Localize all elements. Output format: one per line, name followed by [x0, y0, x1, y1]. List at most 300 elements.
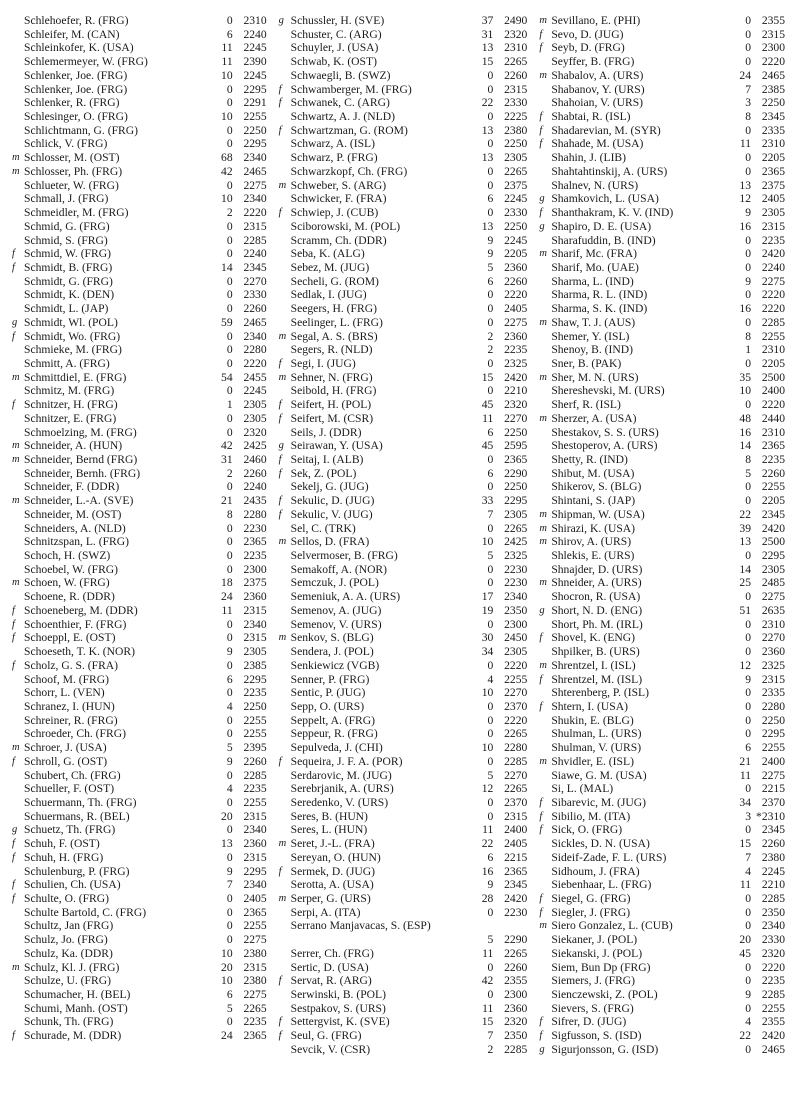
title-mark: f — [539, 42, 543, 54]
player-row — [539, 604, 785, 618]
games-count: 0 — [745, 151, 751, 165]
games-count: 0 — [487, 617, 494, 631]
player-row — [12, 947, 267, 961]
elo-rating: 2215 — [504, 850, 528, 864]
player-row — [539, 412, 785, 426]
player-row — [12, 919, 267, 933]
player-name: Schmidt, G. (FRG) — [24, 274, 113, 288]
player-name: Shirazi, K. (USA) — [551, 521, 636, 535]
player-row — [539, 659, 785, 673]
player-row — [539, 906, 785, 920]
player-row — [12, 810, 267, 824]
player-name: Schlosser, Ph. (FRG) — [24, 164, 123, 178]
elo-rating: 2485 — [761, 576, 785, 590]
elo-rating: 2330 — [243, 288, 267, 302]
games-count: 0 — [487, 178, 494, 192]
title-mark: g — [278, 440, 284, 452]
player-row — [279, 69, 528, 83]
player-row — [279, 302, 528, 316]
title-mark: g — [12, 316, 18, 328]
player-row — [12, 14, 267, 28]
games-count: 0 — [745, 494, 751, 508]
elo-rating: 2295 — [504, 494, 528, 508]
elo-rating: 2420 — [761, 1029, 785, 1043]
elo-rating: 2345 — [761, 110, 785, 124]
player-row — [12, 645, 267, 659]
title-mark: f — [278, 83, 282, 95]
elo-rating: 2305 — [761, 206, 785, 220]
player-name: Semenov, V. (URS) — [290, 617, 382, 631]
title-mark: f — [539, 632, 543, 644]
elo-rating: 2220 — [243, 206, 267, 220]
player-row — [12, 28, 267, 42]
player-name: Shereshevski, M. (URS) — [551, 384, 665, 398]
player-name: Shintani, S. (JAP) — [551, 494, 636, 508]
player-row — [539, 865, 785, 879]
elo-rating: 2275 — [761, 274, 785, 288]
player-row — [12, 741, 267, 755]
elo-rating: 2305 — [504, 645, 528, 659]
games-count: 45 — [739, 946, 751, 960]
player-row — [539, 124, 785, 138]
title-mark: g — [539, 193, 545, 205]
player-row — [539, 563, 785, 577]
player-row — [279, 151, 528, 165]
games-count: 9 — [487, 878, 494, 892]
games-count: 0 — [487, 562, 494, 576]
title-mark: f — [539, 796, 543, 808]
player-name: Sekulic, V. (JUG) — [290, 507, 373, 521]
player-name: Segi, I. (JUG) — [290, 356, 356, 370]
games-count: 9 — [226, 645, 233, 659]
elo-rating: 2295 — [761, 549, 785, 563]
player-name: Shulman, V. (URS) — [551, 741, 642, 755]
games-count: 0 — [745, 974, 751, 988]
player-row — [539, 261, 785, 275]
player-name: Seres, B. (HUN) — [290, 809, 368, 823]
player-name: Schmid, S. (FRG) — [24, 233, 108, 247]
player-row — [539, 151, 785, 165]
elo-rating: 2370 — [504, 699, 528, 713]
elo-rating: 2285 — [761, 892, 785, 905]
elo-rating: 2265 — [504, 946, 528, 960]
elo-rating: 2435 — [243, 494, 267, 508]
games-count: 0 — [487, 288, 494, 302]
elo-rating: 2270 — [243, 274, 267, 288]
title-mark: f — [12, 261, 15, 273]
player-name: Sharif, Mc. (FRA) — [551, 247, 637, 261]
elo-rating: 2315 — [761, 672, 785, 686]
games-count: 10 — [481, 686, 494, 700]
player-row — [279, 549, 528, 563]
games-count: 0 — [487, 110, 494, 124]
elo-rating: 2375 — [243, 576, 267, 590]
games-count: 24 — [221, 1029, 233, 1043]
player-name: Sekulic, D. (JUG) — [290, 494, 375, 508]
elo-rating: 2315 — [243, 809, 267, 823]
games-count: 7 — [745, 850, 751, 864]
games-count: 6 — [487, 425, 494, 439]
elo-rating: 2275 — [761, 768, 785, 782]
games-count: 6 — [226, 988, 233, 1002]
games-count: 0 — [745, 247, 751, 261]
player-name: Sel, C. (TRK) — [290, 521, 356, 535]
games-count: 0 — [226, 329, 233, 343]
player-row — [12, 494, 267, 508]
player-name: Shvidler, E. (ISL) — [551, 754, 634, 768]
elo-rating: 2385 — [243, 658, 267, 672]
elo-rating: 2455 — [243, 370, 267, 384]
player-row — [539, 480, 785, 494]
player-row — [12, 480, 267, 494]
player-name: Sepp, O. (URS) — [290, 699, 365, 713]
player-row — [12, 41, 267, 55]
elo-rating: 2500 — [761, 370, 785, 384]
games-count: 0 — [226, 823, 233, 837]
games-count: 0 — [226, 768, 233, 782]
player-row — [12, 933, 267, 947]
title-mark: f — [539, 28, 543, 40]
games-count: 42 — [481, 974, 494, 988]
player-name: Shahoian, V. (URS) — [551, 96, 643, 110]
elo-rating: 2380 — [504, 123, 528, 137]
column-1 — [12, 14, 267, 1096]
elo-rating: 2315 — [504, 82, 528, 96]
player-name: Shtern, I. (USA) — [551, 699, 628, 713]
title-mark: m — [539, 412, 547, 424]
elo-rating: 2230 — [504, 576, 528, 590]
player-row — [279, 412, 528, 426]
player-row — [539, 14, 785, 28]
elo-rating: 2220 — [761, 302, 785, 316]
games-count: 8 — [745, 110, 751, 124]
player-row — [539, 618, 785, 632]
elo-rating: 2405 — [243, 892, 267, 905]
player-row — [539, 535, 785, 549]
player-name: Scholz, G. S. (FRA) — [24, 658, 119, 672]
games-count: 21 — [739, 754, 751, 768]
elo-rating: 2300 — [761, 41, 785, 55]
elo-rating: 2370 — [504, 795, 528, 809]
elo-rating: 2360 — [504, 329, 528, 343]
player-row — [12, 316, 267, 330]
player-row — [279, 1043, 528, 1057]
games-count: 24 — [221, 590, 233, 604]
elo-rating: 2395 — [243, 741, 267, 755]
player-name: Schneider, L.-A. (SVE) — [24, 494, 134, 508]
games-count: 0 — [487, 521, 494, 535]
player-name: Siemers, J. (FRG) — [551, 974, 636, 988]
games-count: 0 — [226, 562, 233, 576]
elo-rating: 2265 — [504, 521, 528, 535]
games-count: 13 — [481, 219, 494, 233]
elo-rating: 2250 — [761, 96, 785, 110]
player-row — [12, 851, 267, 865]
elo-rating: 2205 — [504, 247, 528, 261]
player-name: Seppelt, A. (FRG) — [290, 713, 376, 727]
player-name: Schuermans, R. (BEL) — [24, 809, 130, 823]
games-count: 20 — [221, 809, 233, 823]
player-name: Schussler, H. (SVE) — [290, 14, 385, 27]
player-name: Serper, G. (URS) — [290, 892, 371, 905]
player-row — [539, 467, 785, 481]
elo-rating: 2310 — [243, 14, 267, 27]
player-name: Sharif, Mo. (UAE) — [551, 260, 639, 274]
player-row — [539, 810, 785, 824]
player-row — [539, 165, 785, 179]
player-name: Siegel, G. (FRG) — [551, 892, 631, 905]
games-count: 28 — [481, 892, 494, 905]
elo-rating: 2230 — [243, 521, 267, 535]
player-name: Semakoff, A. (NOR) — [290, 562, 388, 576]
elo-rating: 2220 — [761, 960, 785, 974]
title-mark: m — [12, 742, 20, 754]
player-name: Short, N. D. (ENG) — [551, 603, 643, 617]
player-row — [12, 234, 267, 248]
elo-rating: 2465 — [243, 315, 267, 329]
player-name: Shahtahtinskij, A. (URS) — [551, 164, 668, 178]
player-row — [539, 371, 785, 385]
games-count: 9 — [226, 754, 233, 768]
games-count: 12 — [739, 192, 751, 206]
games-count: 54 — [221, 370, 233, 384]
elo-rating: 2400 — [504, 823, 528, 837]
player-name: Schuster, C. (ARG) — [290, 27, 382, 41]
player-name: Sevillano, E. (PHI) — [551, 14, 641, 27]
elo-rating: 2335 — [761, 686, 785, 700]
player-name: Schueller, F. (OST) — [24, 782, 115, 796]
games-count: 9 — [745, 672, 751, 686]
player-row — [539, 96, 785, 110]
player-row — [12, 631, 267, 645]
player-name: Senner, P. (FRG) — [290, 672, 370, 686]
player-name: Schurade, M. (DDR) — [24, 1029, 122, 1043]
games-count: 0 — [226, 617, 233, 631]
player-name: Sevcik, V. (CSR) — [290, 1042, 371, 1056]
games-count: 6 — [487, 466, 494, 480]
games-count: 34 — [481, 645, 494, 659]
player-row — [279, 563, 528, 577]
games-count: 5 — [487, 933, 494, 947]
games-count: 6 — [745, 741, 751, 755]
games-count: 0 — [745, 315, 751, 329]
games-count: 0 — [226, 480, 233, 494]
games-count: 13 — [739, 535, 751, 549]
player-row — [12, 357, 267, 371]
player-name: Schleifer, M. (CAN) — [24, 27, 120, 41]
games-count: 0 — [226, 219, 233, 233]
player-row — [279, 810, 528, 824]
player-name: Siem, Bun Dp (FRG) — [551, 960, 651, 974]
games-count: 0 — [226, 123, 233, 137]
games-count: 2 — [226, 206, 233, 220]
elo-rating: 2255 — [504, 672, 528, 686]
games-count: 0 — [745, 164, 751, 178]
player-row — [539, 426, 785, 440]
player-name: Sner, B. (PAK) — [551, 356, 622, 370]
player-name: Schwarz, A. (ISL) — [290, 137, 375, 151]
player-row — [279, 247, 528, 261]
player-row — [12, 343, 267, 357]
elo-rating: 2235 — [761, 974, 785, 988]
elo-rating: 2250 — [504, 480, 528, 494]
title-mark: m — [12, 961, 20, 973]
games-count: 34 — [739, 795, 751, 809]
title-mark: f — [539, 138, 543, 150]
title-mark: f — [278, 412, 282, 424]
elo-rating: 2375 — [761, 178, 785, 192]
player-name: Shneider, A. (URS) — [551, 576, 642, 590]
title-mark: f — [12, 659, 15, 671]
player-name: Serebrjanik, A. (URS) — [290, 782, 394, 796]
elo-rating: 2220 — [761, 55, 785, 69]
player-name: Sibilio, M. (ITA) — [551, 809, 631, 823]
elo-rating: 2320 — [504, 398, 528, 412]
games-count: 6 — [226, 27, 233, 41]
elo-rating: 2635 — [761, 603, 785, 617]
elo-rating: 2355 — [761, 1015, 785, 1029]
player-name: Schulz, Ka. (DDR) — [24, 946, 113, 960]
player-row — [279, 371, 528, 385]
elo-rating: 2235 — [504, 343, 528, 357]
player-row — [279, 453, 528, 467]
title-mark: m — [539, 248, 547, 260]
title-mark: g — [278, 15, 284, 26]
player-row — [539, 398, 785, 412]
games-count: 2 — [226, 466, 233, 480]
player-name: Shahin, J. (LIB) — [551, 151, 627, 165]
elo-rating: 2365 — [243, 535, 267, 549]
games-count: 13 — [481, 41, 494, 55]
player-row — [279, 755, 528, 769]
games-count: 0 — [487, 68, 494, 82]
elo-rating: 2405 — [504, 302, 528, 316]
games-count: 0 — [745, 960, 751, 974]
player-name: Schmitz, M. (FRG) — [24, 384, 115, 398]
player-row — [539, 69, 785, 83]
elo-rating: 2310 — [761, 425, 785, 439]
player-row — [279, 823, 528, 837]
elo-rating: 2275 — [504, 315, 528, 329]
elo-rating: 2255 — [243, 727, 267, 741]
player-name: Schunk, Th. (FRG) — [24, 1015, 114, 1029]
elo-rating: 2355 — [504, 974, 528, 988]
player-name: Schreiner, R. (FRG) — [24, 713, 118, 727]
player-row — [12, 275, 267, 289]
title-mark: m — [539, 920, 547, 932]
player-name: Shetty, R. (IND) — [551, 453, 628, 466]
player-name: Siawe, G. M. (USA) — [551, 768, 647, 782]
player-row — [279, 1029, 528, 1043]
player-row — [539, 192, 785, 206]
games-count: 22 — [739, 507, 751, 521]
games-count: 22 — [481, 96, 494, 110]
player-name: Shukin, E. (BLG) — [551, 713, 634, 727]
games-count: 0 — [226, 933, 233, 947]
title-mark: m — [539, 577, 547, 589]
elo-rating: 2420 — [761, 247, 785, 261]
player-name: Schwartzman, G. (ROM) — [290, 123, 408, 137]
player-row — [539, 892, 785, 906]
player-row — [539, 961, 785, 975]
elo-rating: 2375 — [504, 178, 528, 192]
games-count: 0 — [487, 82, 494, 96]
elo-rating: 2330 — [504, 206, 528, 220]
player-row — [539, 384, 785, 398]
player-name: Shadarevian, M. (SYR) — [551, 123, 661, 137]
games-count: 0 — [745, 288, 751, 302]
games-count: 0 — [745, 590, 751, 604]
player-row — [279, 288, 528, 302]
player-row — [12, 700, 267, 714]
player-row — [279, 714, 528, 728]
games-count: 42 — [221, 164, 233, 178]
player-name: Schmidt, B. (FRG) — [24, 260, 113, 274]
games-count: 0 — [745, 260, 751, 274]
player-name: Sigurjonsson, G. (ISD) — [551, 1042, 659, 1056]
games-count: 10 — [739, 384, 751, 398]
elo-rating: 2325 — [504, 549, 528, 563]
elo-rating: 2325 — [504, 356, 528, 370]
player-row — [12, 522, 267, 536]
elo-rating: 2425 — [504, 535, 528, 549]
games-count: 11 — [739, 768, 751, 782]
player-row — [12, 137, 267, 151]
games-count: 4 — [745, 1015, 751, 1029]
elo-rating: 2420 — [504, 892, 528, 905]
games-count: 0 — [487, 315, 494, 329]
player-name: Schmitt, A. (FRG) — [24, 356, 110, 370]
elo-rating: 2280 — [243, 507, 267, 521]
player-name: Seyb, D. (FRG) — [551, 41, 625, 55]
title-mark: m — [278, 536, 287, 548]
games-count: 0 — [226, 535, 233, 549]
player-name: Si, L. (MAL) — [551, 782, 614, 796]
elo-rating: 2315 — [243, 219, 267, 233]
player-name: Schmidt, Wo. (FRG) — [24, 329, 121, 343]
elo-rating: 2320 — [761, 946, 785, 960]
title-mark: m — [539, 536, 547, 548]
title-mark: f — [278, 508, 282, 520]
title-mark: m — [12, 495, 20, 507]
player-row — [279, 974, 528, 988]
elo-rating: 2265 — [504, 164, 528, 178]
elo-rating: 2260 — [504, 274, 528, 288]
games-count: 4 — [226, 699, 233, 713]
elo-rating: 2315 — [504, 809, 528, 823]
player-row — [539, 974, 785, 988]
elo-rating: 2250 — [243, 699, 267, 713]
elo-rating: 2260 — [243, 754, 267, 768]
player-row — [539, 769, 785, 783]
player-row — [539, 302, 785, 316]
title-mark: f — [539, 810, 543, 822]
title-mark: f — [278, 755, 282, 767]
elo-rating: 2275 — [243, 178, 267, 192]
elo-rating: 2245 — [243, 68, 267, 82]
player-row — [539, 453, 785, 467]
title-mark: f — [12, 618, 15, 630]
player-row — [539, 343, 785, 357]
player-row — [279, 576, 528, 590]
player-row — [279, 741, 528, 755]
elo-rating: 2260 — [504, 960, 528, 974]
elo-rating: 2340 — [243, 151, 267, 165]
elo-rating: 2420 — [761, 521, 785, 535]
games-count: 7 — [745, 82, 751, 96]
elo-rating: 2345 — [243, 260, 267, 274]
player-name: Sifrer, D. (JUG) — [551, 1015, 627, 1029]
